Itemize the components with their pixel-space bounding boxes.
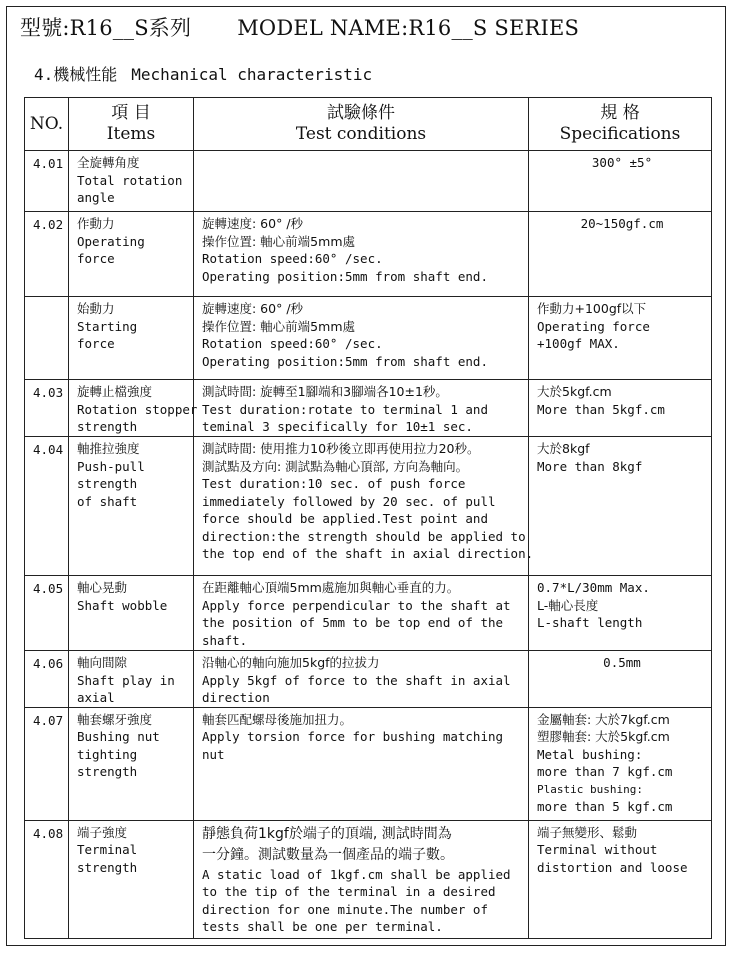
row-item-line: Operating bbox=[77, 233, 145, 249]
row-number: 4.04 bbox=[25, 437, 69, 576]
row-test-cell bbox=[194, 380, 529, 437]
table-row bbox=[25, 576, 712, 651]
row-test-cell bbox=[194, 437, 534, 576]
row-spec-line: distortion and loose bbox=[537, 859, 688, 875]
row-test-line: teminal 3 specifically for 10±1 sec. bbox=[202, 419, 473, 434]
table-row bbox=[25, 380, 712, 437]
row-number: 4.02 bbox=[25, 212, 69, 297]
title-en: MODEL NAME:R16__S SERIES bbox=[237, 16, 580, 40]
row-spec-line: 300° ±5° bbox=[591, 155, 653, 170]
header-spec-zh: 規 格 bbox=[600, 103, 640, 123]
row-item-line: of shaft bbox=[77, 493, 138, 509]
row-spec-line: 金屬軸套: 大於7kgf.cm bbox=[537, 711, 670, 727]
row-item-cell bbox=[69, 576, 194, 651]
header-items-en: Items bbox=[106, 124, 156, 144]
row-test-line: Rotation speed:60° /sec. bbox=[202, 251, 383, 266]
row-item-line: Push-pull bbox=[77, 458, 145, 474]
row-test-line: 操作位置: 軸心前端5mm處 bbox=[202, 233, 355, 249]
row-spec-cell bbox=[529, 707, 712, 820]
row-item-line: Rotation stopper bbox=[77, 401, 198, 417]
row-item-line: strength bbox=[77, 419, 138, 434]
row-item-line: 旋轉止檔強度 bbox=[77, 384, 153, 399]
row-item-line: axial bbox=[77, 690, 115, 705]
row-item-line: Total rotation bbox=[77, 172, 183, 188]
section-number: 4. bbox=[34, 65, 54, 84]
row-test-line: nut bbox=[202, 746, 225, 762]
row-item-cell bbox=[69, 707, 194, 820]
header-no bbox=[25, 98, 69, 151]
header-test-zh: 試驗條件 bbox=[327, 103, 395, 123]
header-no-label: NO. bbox=[29, 113, 64, 134]
row-test-cell bbox=[194, 212, 529, 297]
row-test-cell bbox=[194, 151, 529, 212]
row-spec-line: 塑膠軸套: 大於5kgf.cm bbox=[537, 729, 670, 744]
row-spec-line: More than 8kgf bbox=[537, 458, 643, 474]
row-spec-cell bbox=[529, 297, 712, 380]
row-test-line: 測試時間: 旋轉至1腳端和3腳端各10±1秒。 bbox=[202, 384, 448, 399]
row-spec-line: L-shaft length bbox=[537, 615, 643, 630]
row-spec-line: 大於8kgf bbox=[537, 441, 590, 456]
row-item-line: Terminal bbox=[77, 842, 138, 857]
header-items-zh: 項 目 bbox=[111, 103, 151, 123]
row-item-cell bbox=[69, 212, 194, 297]
row-item-line: strength bbox=[77, 859, 138, 875]
row-item-line: 作動力 bbox=[77, 216, 115, 231]
row-test-line: 軸套匹配螺母後施加扭力。 bbox=[202, 711, 353, 727]
row-spec-cell bbox=[529, 437, 712, 576]
row-item-cell bbox=[69, 437, 194, 576]
header-test-en: Test conditions bbox=[295, 124, 427, 144]
row-test-line: direction:the strength should be applied to bbox=[202, 528, 526, 544]
row-item-line: force bbox=[77, 336, 115, 351]
row-test-line: direction bbox=[202, 690, 270, 705]
row-test-line: tests shall be one per terminal. bbox=[202, 919, 443, 934]
table-row bbox=[25, 651, 712, 708]
row-spec-cell bbox=[529, 151, 712, 212]
row-test-line: 在距離軸心頂端5mm處施加與軸心垂直的力。 bbox=[202, 580, 460, 595]
row-number: 4.06 bbox=[25, 651, 69, 708]
row-item-line: 端子強度 bbox=[77, 824, 128, 840]
row-spec-line: more than 5 kgf.cm bbox=[537, 799, 673, 814]
row-spec-cell bbox=[529, 651, 712, 708]
row-number: 4.08 bbox=[25, 820, 69, 938]
row-spec-line: More than 5kgf.cm bbox=[537, 401, 665, 417]
row-test-cell bbox=[194, 576, 529, 651]
row-test-cell bbox=[194, 651, 529, 708]
row-item-cell bbox=[69, 651, 194, 708]
row-spec-line: Metal bushing: bbox=[537, 746, 643, 762]
row-spec-cell bbox=[529, 212, 712, 297]
header-spec-en: Specifications bbox=[559, 124, 681, 144]
row-spec-line: 0.5mm bbox=[603, 655, 641, 670]
table-row bbox=[25, 437, 712, 576]
row-item-cell bbox=[69, 820, 194, 938]
row-test-line: Operating position:5mm from shaft end. bbox=[202, 268, 488, 284]
row-test-line: force should be applied.Test point and bbox=[202, 511, 488, 526]
table-row bbox=[25, 820, 712, 938]
row-item-cell bbox=[69, 380, 198, 437]
row-item-line: 軸向間隙 bbox=[77, 655, 128, 670]
row-test-line: shaft. bbox=[202, 632, 248, 648]
table-row bbox=[25, 297, 712, 380]
row-item-line: tighting bbox=[77, 746, 138, 762]
row-test-line: 靜態負荷1kgf於端子的頂端, 測試時間為 bbox=[202, 825, 452, 842]
row-item-line: 軸心晃動 bbox=[77, 580, 128, 595]
row-item-line: 軸套螺牙強度 bbox=[77, 711, 153, 727]
row-test-line: A static load of 1kgf.cm shall be applied bbox=[202, 866, 511, 882]
row-test-line: 測試時間: 使用推力10秒後立即再使用拉力20秒。 bbox=[202, 441, 480, 456]
mechanical-spec-table bbox=[24, 97, 712, 939]
row-item-line: Starting bbox=[77, 318, 138, 334]
row-spec-line: +100gf MAX. bbox=[537, 336, 620, 351]
section-title-zh: 機械性能 bbox=[53, 65, 118, 84]
row-spec-line: L-軸心長度 bbox=[537, 597, 599, 613]
row-spec-cell bbox=[529, 576, 712, 651]
table-row bbox=[25, 707, 712, 820]
row-item-line: Bushing nut bbox=[77, 729, 160, 744]
header-test-conditions bbox=[194, 98, 529, 151]
row-test-line: 旋轉速度: 60° /秒 bbox=[202, 216, 304, 231]
row-test-line: Rotation speed:60° /sec. bbox=[202, 336, 383, 351]
row-spec-line: Terminal without bbox=[537, 842, 658, 857]
row-test-cell bbox=[194, 820, 529, 938]
document-title bbox=[20, 12, 579, 42]
row-test-line: 沿軸心的軸向施加5kgf的拉拔力 bbox=[202, 655, 380, 670]
title-zh: 型號:R16__S系列 bbox=[20, 16, 192, 40]
row-item-line: Shaft wobble bbox=[77, 597, 168, 613]
row-test-line: Test duration:rotate to terminal 1 and bbox=[202, 401, 488, 417]
row-item-line: Shaft play in bbox=[77, 672, 175, 688]
row-item-line: 軸推拉強度 bbox=[77, 441, 140, 456]
row-spec-line: 端子無變形、鬆動 bbox=[537, 824, 638, 840]
row-test-line: Apply torsion force for bushing matching bbox=[202, 729, 504, 744]
row-test-line: to the tip of the terminal in a desired bbox=[202, 884, 496, 899]
row-number: 4.01 bbox=[25, 151, 69, 212]
row-number: 4.05 bbox=[25, 576, 69, 651]
row-spec-line: Plastic bushing: bbox=[537, 782, 643, 796]
row-test-line: Operating position:5mm from shaft end. bbox=[202, 353, 488, 369]
table-header-row bbox=[25, 98, 712, 151]
row-item-line: 始動力 bbox=[77, 301, 115, 316]
row-item-line: force bbox=[77, 251, 115, 266]
row-number: 4.03 bbox=[25, 380, 69, 437]
row-spec-line: 大於5kgf.cm bbox=[537, 384, 612, 399]
section-heading bbox=[34, 62, 372, 85]
row-spec-cell bbox=[529, 380, 712, 437]
row-test-line: 操作位置: 軸心前端5mm處 bbox=[202, 318, 355, 334]
table-row bbox=[25, 212, 712, 297]
row-test-line: 旋轉速度: 60° /秒 bbox=[202, 301, 304, 316]
header-specifications bbox=[529, 98, 712, 151]
row-test-line: immediately followed by 20 sec. of pull bbox=[202, 493, 496, 509]
row-spec-line: 作動力+100gf以下 bbox=[537, 301, 647, 316]
row-item-line: 全旋轉角度 bbox=[77, 155, 140, 170]
row-spec-line: more than 7 kgf.cm bbox=[537, 764, 673, 779]
row-test-cell bbox=[194, 297, 529, 380]
row-test-line: Test duration:10 sec. of push force bbox=[202, 476, 466, 491]
row-test-line: 測試點及方向: 測試點為軸心頂部, 方向為軸向。 bbox=[202, 458, 469, 474]
row-item-cell bbox=[69, 151, 194, 212]
row-number bbox=[25, 297, 69, 380]
row-spec-cell bbox=[529, 820, 712, 938]
row-number: 4.07 bbox=[25, 707, 69, 820]
row-test-cell bbox=[194, 707, 529, 820]
row-spec-line: Operating force bbox=[537, 318, 650, 334]
row-item-line: strength bbox=[77, 476, 138, 491]
row-item-line: angle bbox=[77, 190, 115, 205]
table-row bbox=[25, 151, 712, 212]
row-item-line: strength bbox=[77, 764, 138, 779]
row-spec-line: 20~150gf.cm bbox=[580, 216, 664, 231]
header-items bbox=[69, 98, 194, 151]
row-test-line: Apply force perpendicular to the shaft at bbox=[202, 597, 511, 613]
row-test-line: Apply 5kgf of force to the shaft in axial bbox=[202, 672, 511, 688]
row-test-line: the top end of the shaft in axial direction. bbox=[202, 546, 534, 561]
row-item-cell bbox=[69, 297, 194, 380]
section-title-en: Mechanical characteristic bbox=[131, 65, 373, 84]
row-spec-line: 0.7*L/30mm Max. bbox=[537, 580, 650, 595]
row-test-line: direction for one minute.The number of bbox=[202, 901, 488, 917]
row-test-line: 一分鐘。測試數量為一個產品的端子數。 bbox=[202, 846, 454, 863]
row-test-line: the position of 5mm to be top end of the bbox=[202, 615, 504, 630]
